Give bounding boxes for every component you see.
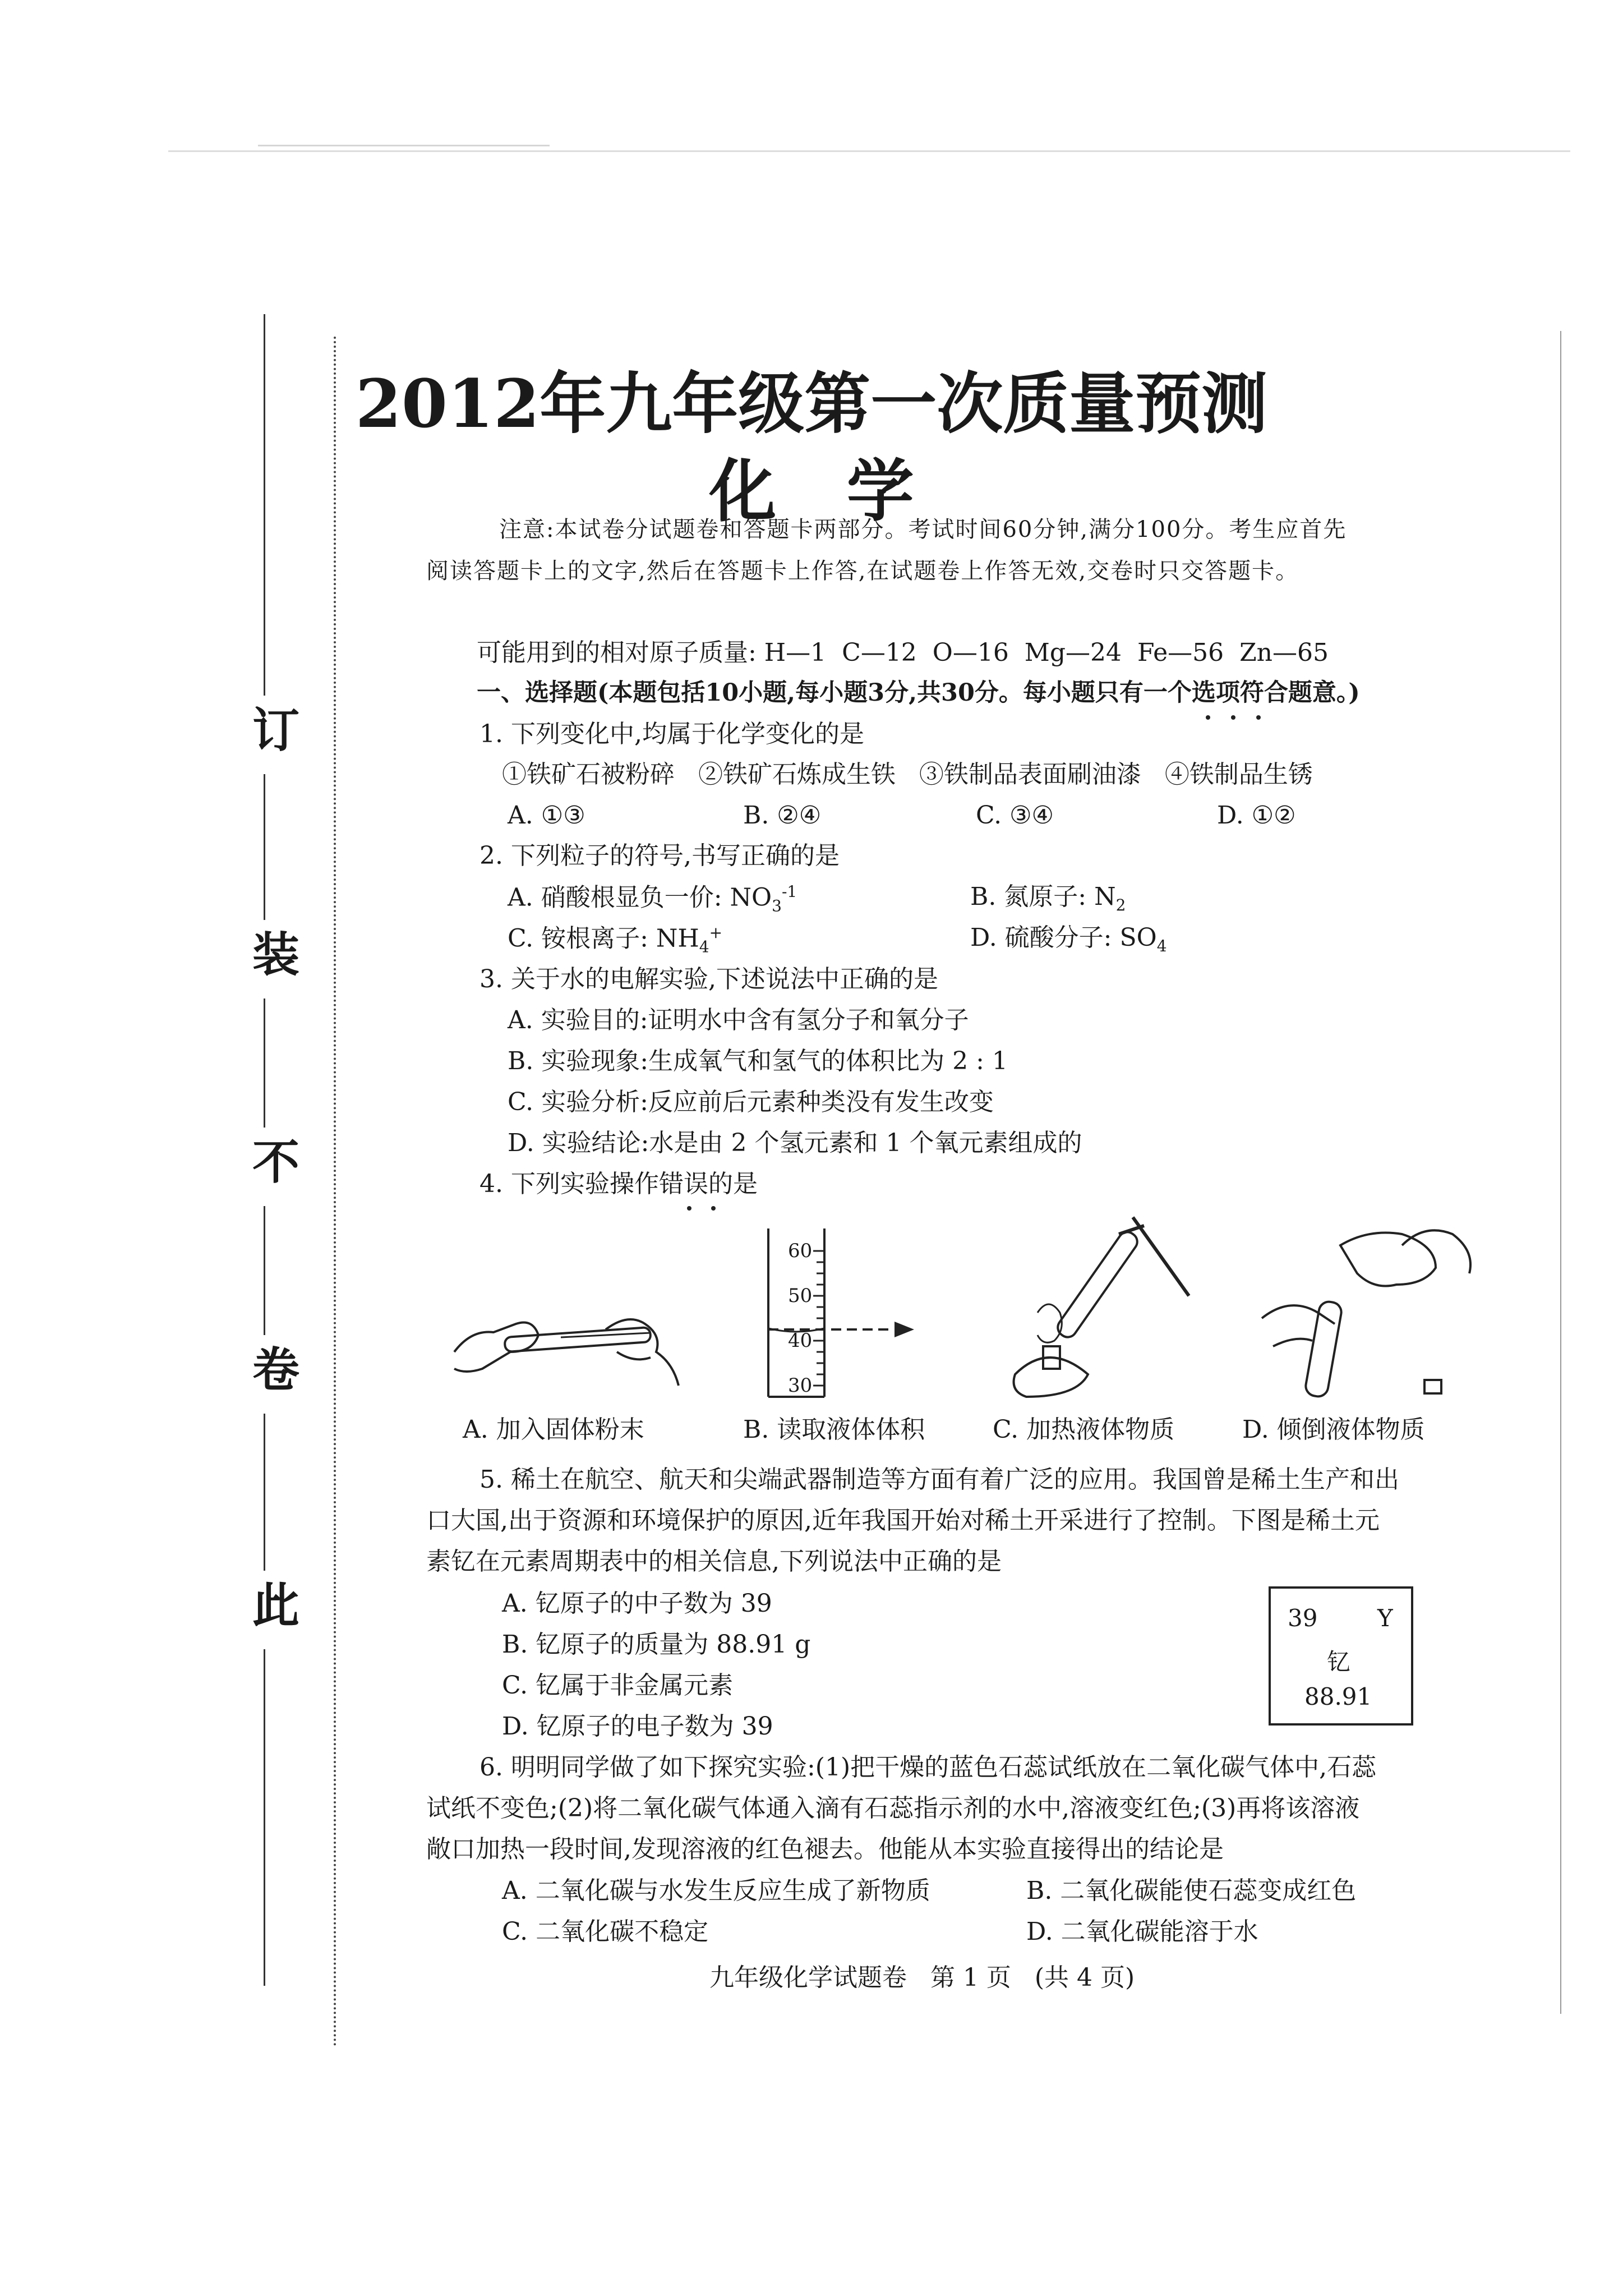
binding-solid-line <box>264 1414 265 1571</box>
q5-option-a: A. 钇原子的中子数为 39 <box>502 1589 772 1618</box>
emphasis-dot <box>711 1206 716 1211</box>
element-atomic-mass: 88.91 <box>1304 1683 1372 1710</box>
q2-option-c <box>508 923 722 956</box>
q6-option-a: A. 二氧化碳与水发生反应生成了新物质 <box>502 1876 930 1905</box>
q2-option-c-text: C. 铵根离子: NH <box>508 924 699 953</box>
q6-option-c: C. 二氧化碳不稳定 <box>502 1917 709 1946</box>
q2-option-a-text: A. 硝酸根显负一价: NO <box>508 883 772 912</box>
figure-b-label: B. 读取液体体积 <box>743 1415 925 1444</box>
emphasis-dot <box>1206 715 1210 720</box>
q1-option-b: B. ②④ <box>743 801 822 830</box>
q5-option-c: C. 钇属于非金属元素 <box>502 1671 734 1700</box>
binding-solid-line <box>264 774 265 920</box>
figure-a-add-powder <box>449 1279 684 1402</box>
q2-stem: 2. 下列粒子的符号,书写正确的是 <box>479 841 840 870</box>
cylinder-tick-30: 30 <box>788 1374 813 1397</box>
q3-option-c: C. 实验分析:反应前后元素种类没有发生改变 <box>508 1088 994 1116</box>
section-heading: 一、选择题(本题包括10小题,每小题3分,共30分。每小题只有一个选项符合题意。) <box>477 679 1360 707</box>
q6-stem-line-1: 6. 明明同学做了如下探究实验:(1)把干燥的蓝色石蕊试纸放在二氧化碳气体中,石蕊 <box>479 1753 1377 1782</box>
element-name: 钇 <box>1327 1648 1351 1676</box>
scan-artifact-line <box>258 145 550 146</box>
q2-option-b <box>970 882 1126 914</box>
figure-d-pouring-liquid <box>1256 1223 1481 1408</box>
figure-c-label: C. 加热液体物质 <box>993 1415 1175 1444</box>
cylinder-tick-60: 60 <box>788 1240 813 1262</box>
page-edge-line <box>1560 331 1561 2014</box>
scan-artifact-line <box>168 150 1570 152</box>
q6-stem-line-2: 试纸不变色;(2)将二氧化碳气体通入滴有石蕊指示剂的水中,溶液变红色;(3)再将该溶液 <box>426 1794 1360 1823</box>
figure-a-label: A. 加入固体粉末 <box>463 1415 644 1444</box>
binding-char-juan: 卷 <box>252 1342 300 1397</box>
notice-line-1: 注意:本试卷分试题卷和答题卡两部分。考试时间60分钟,满分100分。考生应首先 <box>499 517 1347 542</box>
binding-solid-line <box>264 1206 265 1335</box>
q2-option-a-sub: 3 <box>772 896 782 915</box>
cylinder-tick-40: 40 <box>788 1329 813 1352</box>
binding-char-zhuang: 装 <box>252 927 300 982</box>
q2-option-a-sup: -1 <box>781 882 797 901</box>
q4-stem: 4. 下列实验操作错误的是 <box>479 1170 758 1198</box>
q2-option-d-text: D. 硫酸分子: SO <box>970 923 1157 952</box>
element-atomic-number: 39 <box>1288 1604 1318 1632</box>
atomic-masses: 可能用到的相对原子质量: H—1 C—12 O—16 Mg—24 Fe—56 Zn—65 <box>477 638 1329 667</box>
q3-option-b: B. 实验现象:生成氧气和氢气的体积比为 2 : 1 <box>508 1047 1008 1075</box>
q1-items: ①铁矿石被粉碎 ②铁矿石炼成生铁 ③铁制品表面刷油漆 ④铁制品生锈 <box>502 760 1313 789</box>
emphasis-dot <box>1231 715 1235 720</box>
q3-option-a: A. 实验目的:证明水中含有氢分子和氧分子 <box>508 1006 969 1034</box>
figure-d-label: D. 倾倒液体物质 <box>1242 1415 1425 1444</box>
page-footer: 九年级化学试题卷 第 1 页 (共 4 页) <box>709 1963 1135 1992</box>
q2-option-d <box>970 923 1167 955</box>
figure-c-heating-liquid <box>1004 1212 1206 1402</box>
binding-dotted-line <box>334 337 336 2047</box>
q5-stem-line-2: 口大国,出于资源和环境保护的原因,近年我国开始对稀土开采进行了控制。下图是稀土元 <box>426 1506 1380 1535</box>
q5-stem-line-1: 5. 稀土在航空、航天和尖端武器制造等方面有着广泛的应用。我国曾是稀土生产和出 <box>479 1465 1399 1494</box>
binding-char-bu: 不 <box>252 1134 300 1190</box>
element-tile-yttrium <box>1269 1586 1413 1726</box>
notice-line-2: 阅读答题卡上的文字,然后在答题卡上作答,在试题卷上作答无效,交卷时只交答题卡。 <box>426 558 1299 584</box>
binding-char-ci: 此 <box>252 1577 300 1633</box>
q2-option-a <box>508 882 797 915</box>
q3-stem: 3. 关于水的电解实验,下述说法中正确的是 <box>479 965 938 993</box>
q1-stem: 1. 下列变化中,均属于化学变化的是 <box>479 720 864 748</box>
cylinder-tick-50: 50 <box>788 1285 813 1307</box>
q6-option-b: B. 二氧化碳能使石蕊变成红色 <box>1026 1876 1357 1905</box>
q2-option-c-sub: 4 <box>699 937 709 956</box>
binding-solid-line <box>264 999 265 1128</box>
q5-option-b: B. 钇原子的质量为 88.91 g <box>502 1630 811 1659</box>
q6-stem-line-3: 敞口加热一段时间,发现溶液的红色褪去。他能从本实验直接得出的结论是 <box>426 1835 1224 1864</box>
q5-option-d: D. 钇原子的电子数为 39 <box>502 1712 773 1741</box>
subject-title: 化 学 <box>709 452 914 531</box>
q1-option-d: D. ①② <box>1217 801 1296 830</box>
emphasis-dot <box>687 1206 691 1211</box>
q5-stem-line-3: 素钇在元素周期表中的相关信息,下列说法中正确的是 <box>426 1547 1002 1576</box>
q1-option-c: C. ③④ <box>976 801 1054 830</box>
q3-option-d: D. 实验结论:水是由 2 个氢元素和 1 个氧元素组成的 <box>508 1129 1082 1157</box>
q2-option-b-sub: 2 <box>1115 895 1126 914</box>
binding-solid-line <box>264 1649 265 1986</box>
q2-option-c-sup: + <box>709 923 723 942</box>
q1-option-a: A. ①③ <box>508 801 585 830</box>
binding-char-ding: 订 <box>252 702 300 758</box>
q2-option-b-text: B. 氮原子: N <box>970 882 1116 911</box>
exam-title: 2012年九年级第一次质量预测 <box>355 365 1268 443</box>
q2-option-d-sub: 4 <box>1156 936 1167 955</box>
element-symbol: Y <box>1377 1604 1393 1632</box>
emphasis-dot <box>1256 715 1261 720</box>
q6-option-d: D. 二氧化碳能溶于水 <box>1026 1917 1258 1946</box>
